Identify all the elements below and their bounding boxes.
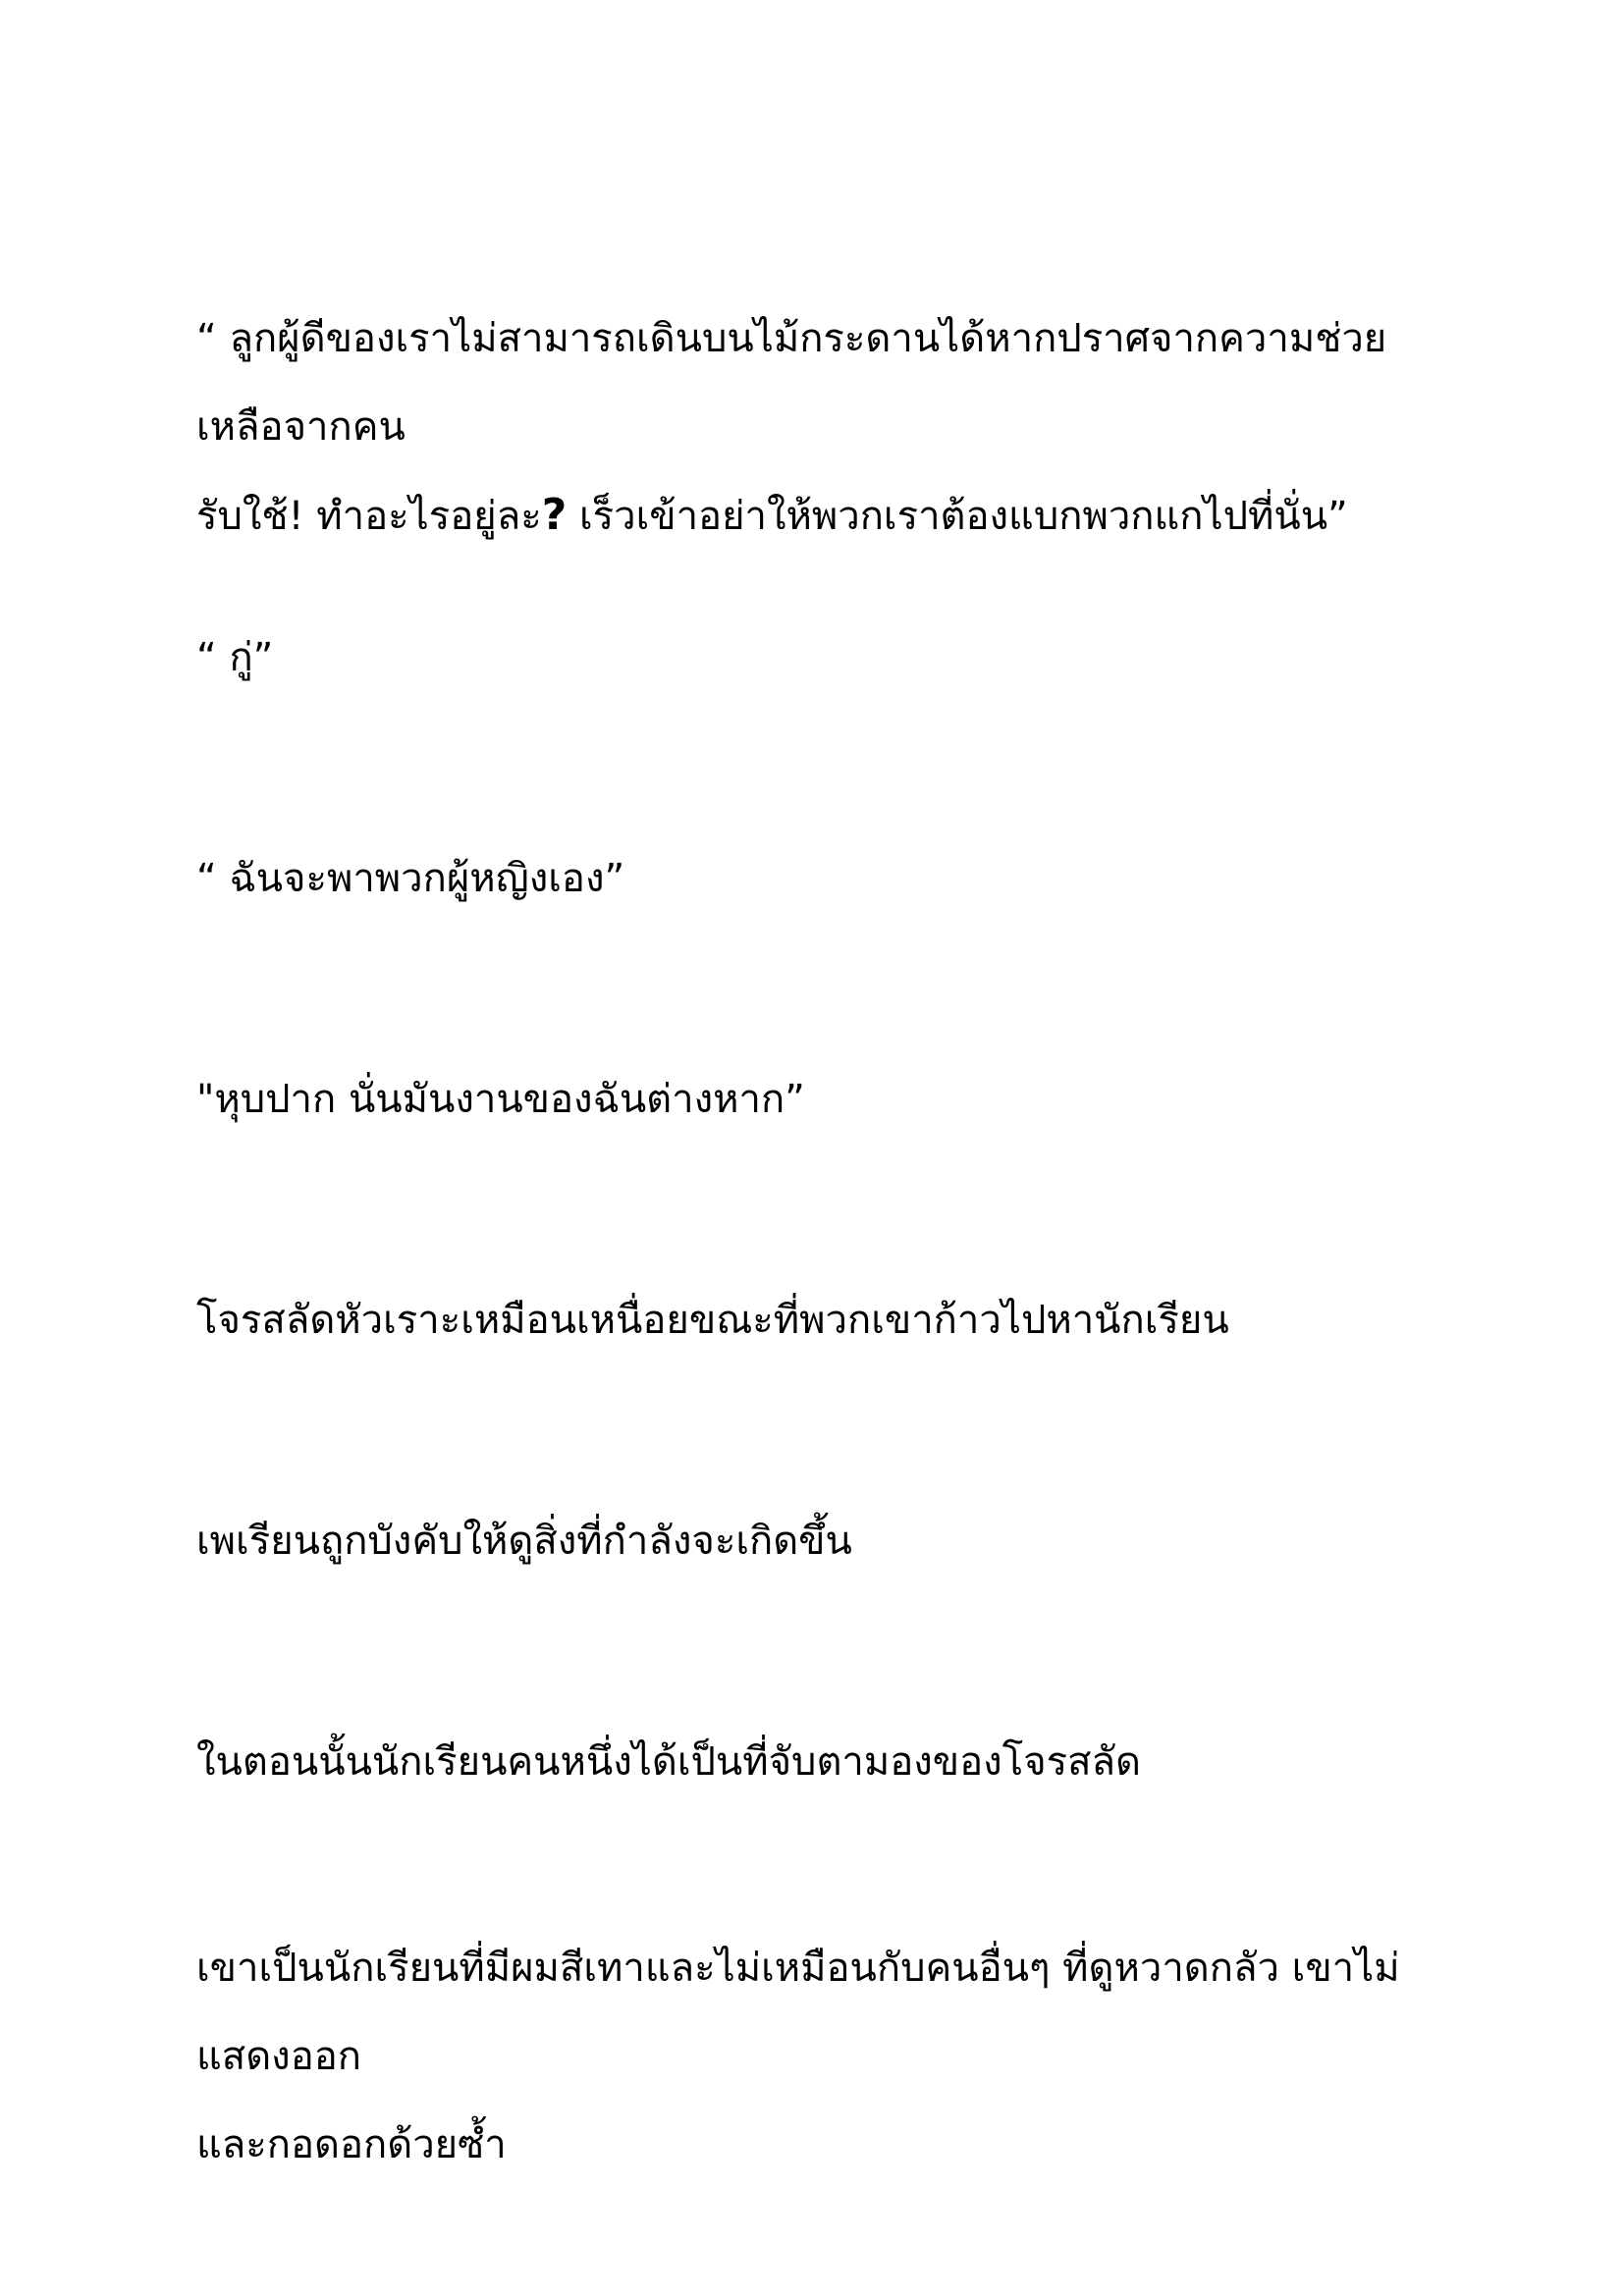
paragraph-2: “ กู่” xyxy=(196,635,274,680)
paragraph-1 xyxy=(196,294,1453,561)
paragraph-1-line-1: “ ลูกผู้ดีของเราไม่สามารถเดินบนไม้กระดานได้หากปราศจากความช่วยเหลือจากคน xyxy=(196,316,1387,450)
paragraph-7: ในตอนนั้นนักเรียนคนหนึ่งได้เป็นที่จับตามองของโจรสลัด xyxy=(196,1739,1142,1785)
paragraph-3: “ ฉันจะพาพวกผู้หญิงเอง” xyxy=(196,856,625,901)
paragraph-4: "หุบปาก นั่นมันงานของฉันต่างหาก” xyxy=(196,1077,805,1122)
paragraph-6: เพเรียนถูกบังคับให้ดูสิ่งที่กำลังจะเกิดขึ้น xyxy=(196,1519,852,1564)
paragraph-8-line-2: และกอดอกด้วยซ้ำ xyxy=(196,2122,507,2167)
paragraph-5: โจรสลัดหัวเราะเหมือนเหนื่อยขณะที่พวกเขาก้าวไปหานักเรียน xyxy=(196,1298,1229,1343)
paragraph-1-line-2-end: เร็วเข้าอย่าให้พวกเราต้องแบกพวกแกไปที่นั่น” xyxy=(567,494,1348,539)
paragraph-8-line-1: เขาเป็นนักเรียนที่มีผมสีเทาและไม่เหมือนกับคนอื่นๆ ที่ดูหวาดกลัว เขาไม่แสดงออก xyxy=(196,1946,1400,2079)
paragraph-8 xyxy=(196,1924,1453,2189)
question-mark: ? xyxy=(541,490,568,540)
paragraph-1-line-2-start: รับใช้! ทำอะไรอยู่ละ xyxy=(196,494,542,539)
